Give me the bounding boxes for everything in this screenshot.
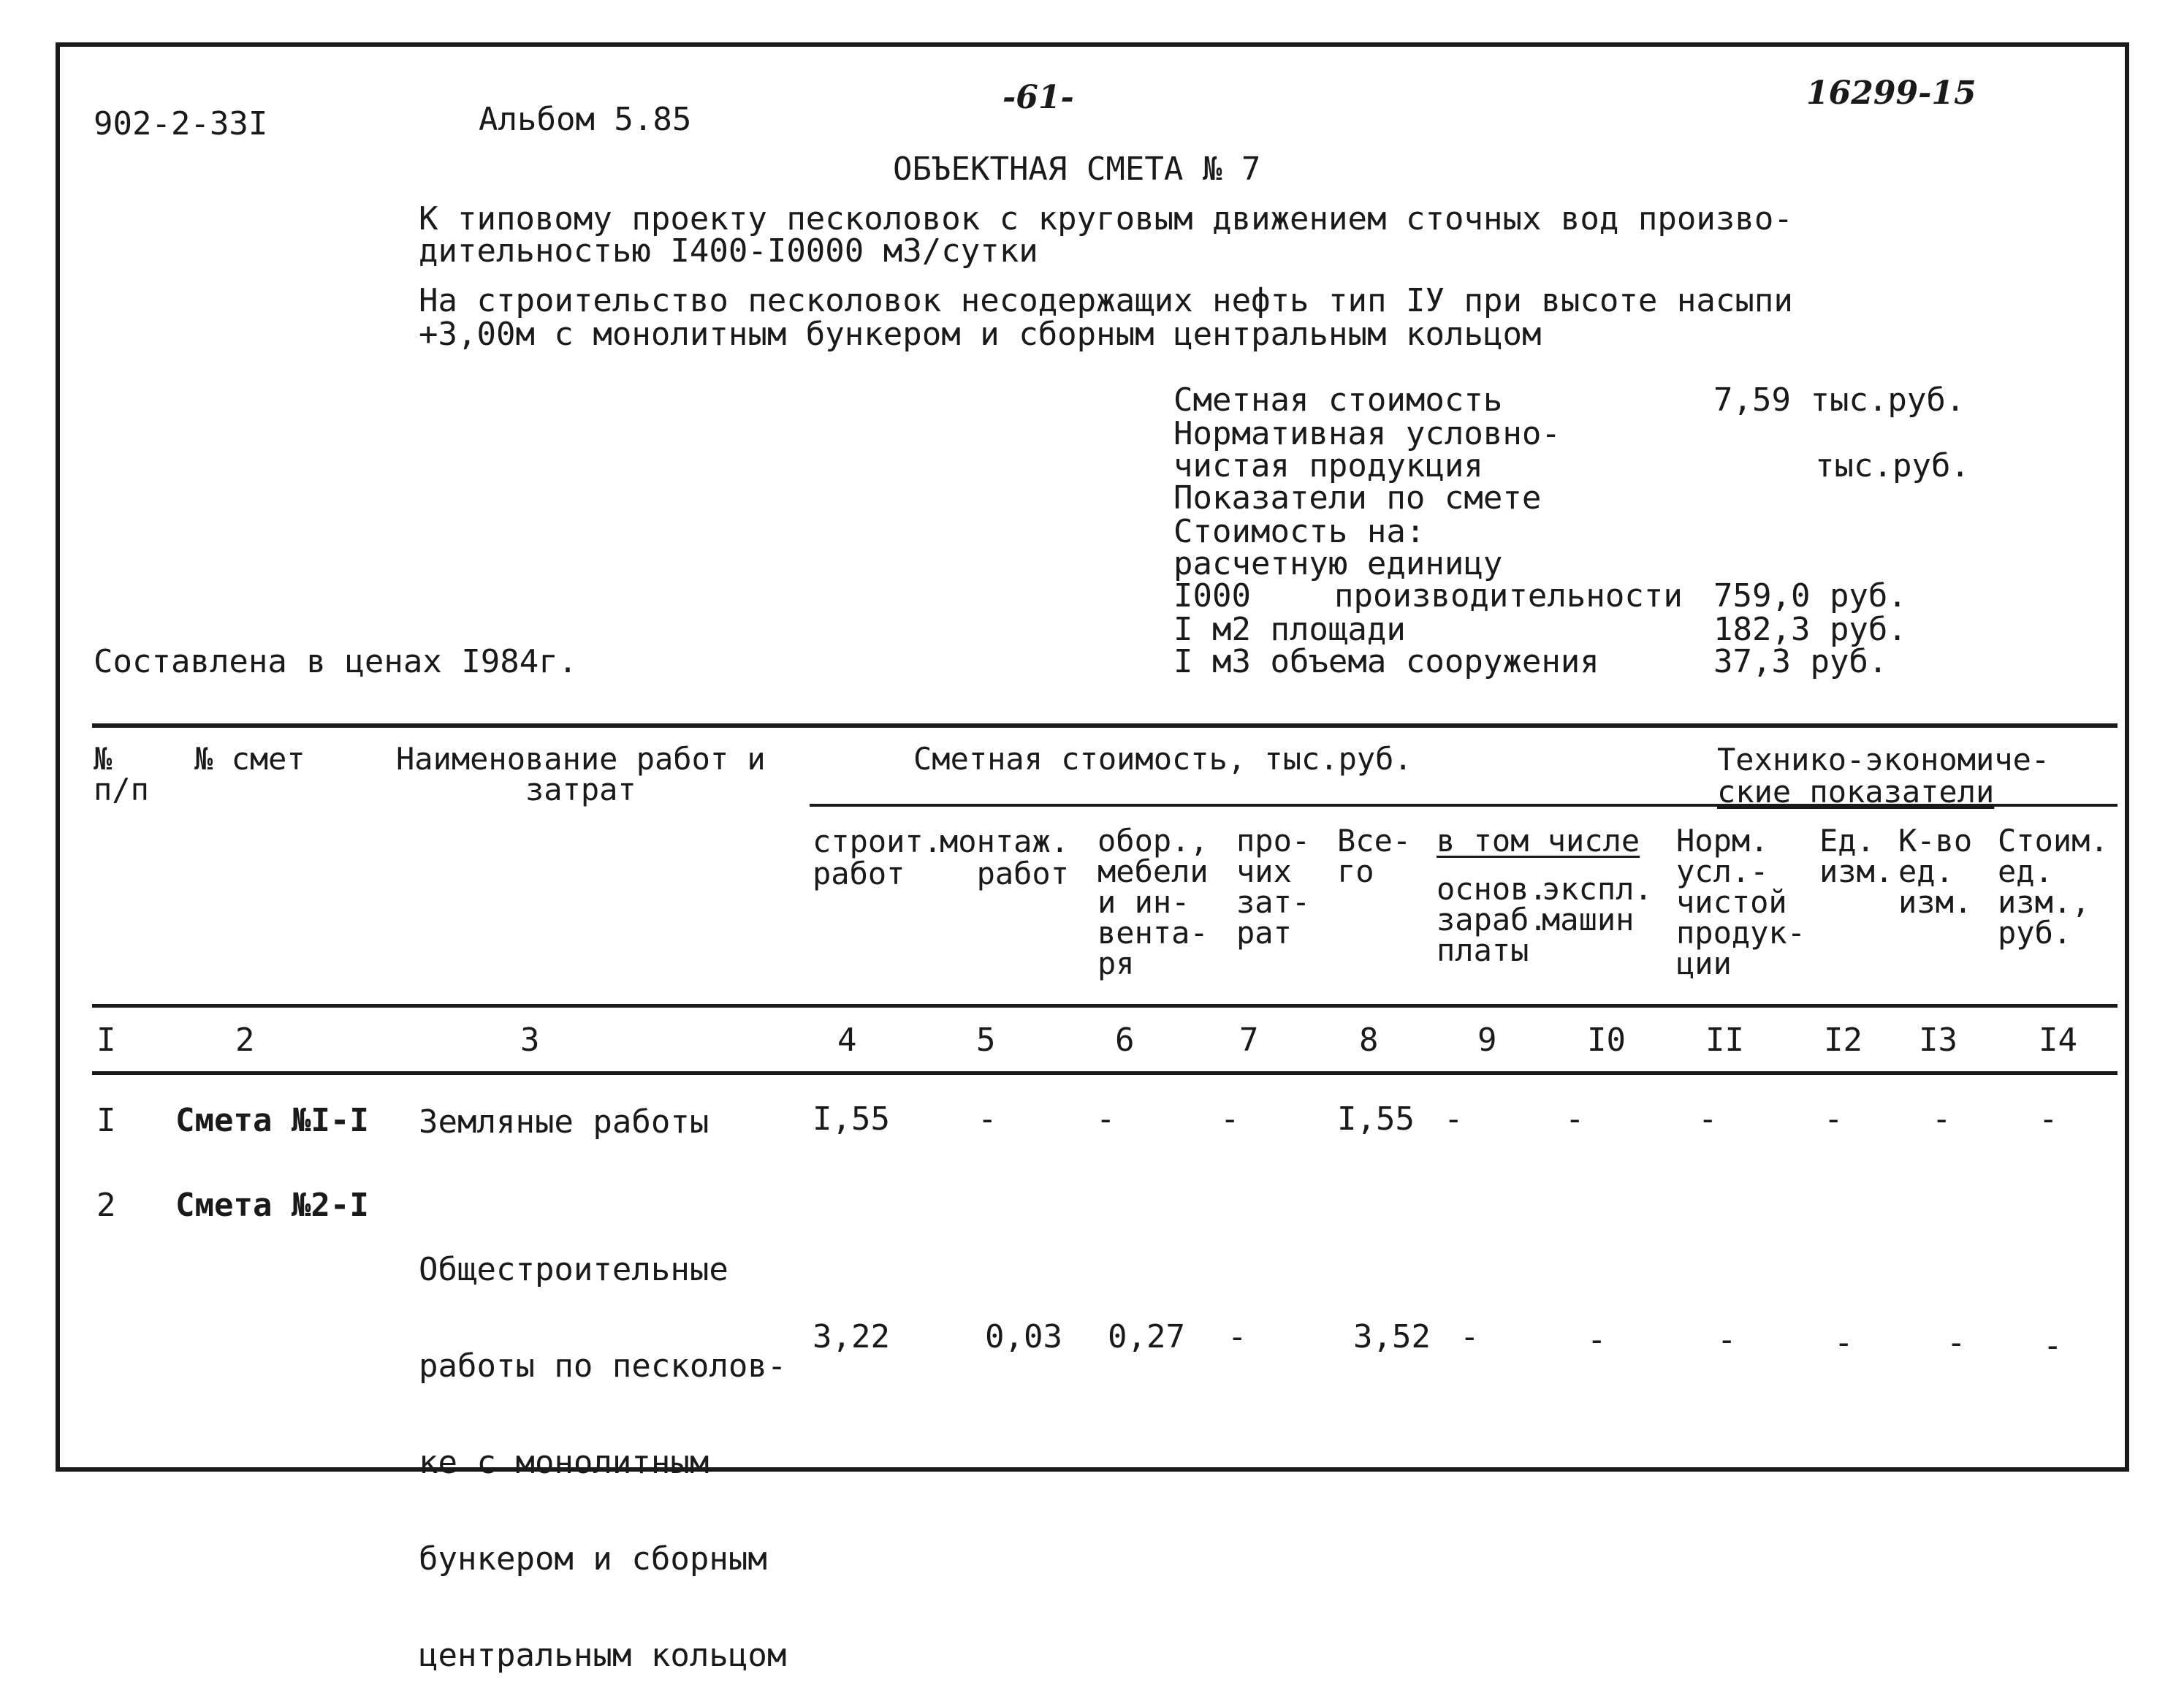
indicators-label: Показатели по смете <box>1173 479 1542 517</box>
table-row-2-name: Общестроительные работы по песколов- ке с монолитным бункером и сборным центральным кольцом <box>419 1251 787 1674</box>
estimated-cost-label: Сметная стоимость <box>1173 381 1503 419</box>
estimated-cost-value: 7,59 тыс.руб. <box>1713 381 1966 419</box>
table-top-rule <box>92 723 2118 728</box>
table-row-2-construction: 3,22 <box>813 1318 890 1355</box>
area-value: 182,3 руб. <box>1713 611 1907 648</box>
table-row-2-base-wage: - <box>1460 1318 1480 1355</box>
column-number: 4 <box>837 1022 857 1059</box>
header-including: в том числе <box>1437 823 1640 859</box>
album-label: Альбом 5.85 <box>479 101 692 138</box>
header-bottom-rule <box>92 1004 2118 1008</box>
document-title: ОБЪЕКТНАЯ СМЕТА № 7 <box>893 151 1261 188</box>
column-number: I0 <box>1587 1022 1626 1059</box>
column-number: I2 <box>1824 1022 1863 1059</box>
normative-label-1: Нормативная условно- <box>1173 415 1561 452</box>
normative-value: тыс.руб. <box>1815 447 1970 484</box>
column-number: 3 <box>520 1022 540 1059</box>
column-number: 2 <box>235 1022 255 1059</box>
header-normative-product: Норм. усл.- чистой продук- ции <box>1676 823 1806 981</box>
header-unit-cost: Стоим. ед. изм., руб. <box>1998 823 2109 951</box>
table-row-1-num: I <box>96 1102 116 1139</box>
column-number: I3 <box>1919 1022 1957 1059</box>
table-row-1-equipment: - <box>1096 1100 1116 1138</box>
header-equipment: обор., мебели и ин- вента- ря <box>1097 823 1209 981</box>
table-row-1-installation: - <box>978 1100 997 1138</box>
capacity-value: 759,0 руб. <box>1713 577 1907 615</box>
column-number: II <box>1705 1022 1744 1059</box>
column-number: I <box>96 1022 116 1059</box>
table-row-2-normative: - <box>1717 1321 1737 1358</box>
table-row-1-other: - <box>1220 1100 1240 1138</box>
header-base-wage: основ. зараб. платы <box>1437 871 1548 968</box>
unit-label: расчетную единицу <box>1173 545 1503 582</box>
table-row-1-unit-cost: - <box>2039 1100 2058 1138</box>
subtitle-line-1: К типовому проекту песколовок с круговым движением сточных вод произво- <box>419 200 1793 237</box>
volume-label: I м3 объема сооружения <box>1173 643 1599 680</box>
table-row-1-normative: - <box>1698 1100 1718 1138</box>
table-row-2-quantity: - <box>1947 1324 1966 1361</box>
table-row-1-unit: - <box>1824 1100 1844 1138</box>
construction-line-2: +3,00м с монолитным бункером и сборным центральным кольцом <box>419 316 1542 353</box>
column-number: 5 <box>976 1022 996 1059</box>
page-number: -61- <box>1002 79 1074 116</box>
table-row-2-other: - <box>1228 1318 1247 1355</box>
column-number-rule <box>92 1071 2118 1075</box>
compiled-note: Составлена в ценах I984г. <box>94 643 578 680</box>
table-row-1-estimate: Смета №I-I <box>175 1102 369 1139</box>
table-row-1-machines: - <box>1565 1100 1585 1138</box>
table-row-2-equipment: 0,27 <box>1108 1318 1185 1355</box>
header-num: № п/п <box>94 741 149 807</box>
table-row-2-estimate: Смета №2-I <box>175 1187 369 1224</box>
header-cost-group: Сметная стоимость, тыс.руб. <box>913 741 1412 777</box>
table-row-1-name: Земляные работы <box>419 1103 709 1141</box>
construction-line-1: На строительство песколовок несодержащих нефть тип IУ при высоте насыпи <box>419 282 1793 319</box>
normative-label-2: чистая продукция <box>1173 447 1483 484</box>
header-machines: экспл. машин <box>1542 871 1653 937</box>
table-row-1-quantity: - <box>1932 1100 1952 1138</box>
column-number: 9 <box>1477 1022 1497 1059</box>
header-tech-group: Технико-экономиче- ские показатели <box>1717 742 2050 810</box>
header-quantity: К-во ед. изм. <box>1898 823 1973 920</box>
subtitle-line-2: дительностью I400-I0000 м3/сутки <box>419 232 1038 270</box>
header-installation: монтаж. работ <box>940 824 1070 891</box>
table-row-1-base-wage: - <box>1444 1100 1464 1138</box>
column-number: 7 <box>1239 1022 1259 1059</box>
column-number: 8 <box>1359 1022 1379 1059</box>
document-number: 16299-15 <box>1806 75 1976 112</box>
table-row-2-installation: 0,03 <box>985 1318 1062 1355</box>
table-row-1-total: I,55 <box>1337 1100 1415 1138</box>
table-row-2-num: 2 <box>96 1187 116 1224</box>
header-unit: Ед. изм. <box>1819 823 1894 889</box>
header-total: Все- го <box>1337 823 1412 889</box>
table-row-2-total: 3,52 <box>1353 1318 1431 1355</box>
header-estimate-no: № смет <box>194 741 305 777</box>
table-row-2-unit-cost: - <box>2043 1327 2063 1364</box>
header-other: про- чих зат- рат <box>1236 823 1311 951</box>
table-row-1-construction: I,55 <box>813 1100 890 1138</box>
area-label: I м2 площади <box>1173 611 1406 648</box>
table-row-2-unit: - <box>1834 1324 1854 1361</box>
cost-on-label: Стоимость на: <box>1173 513 1426 550</box>
column-number: I4 <box>2039 1022 2077 1059</box>
capacity-label: производительности <box>1334 577 1683 615</box>
column-number: 6 <box>1115 1022 1135 1059</box>
header-construction: строит. работ <box>813 824 943 891</box>
project-code: 902-2-33I <box>94 105 268 142</box>
table-row-2-machines: - <box>1587 1321 1607 1358</box>
volume-value: 37,3 руб. <box>1713 643 1888 680</box>
capacity-prefix: I000 <box>1173 577 1251 615</box>
header-work-name: Наименование работ и затрат <box>396 741 766 807</box>
